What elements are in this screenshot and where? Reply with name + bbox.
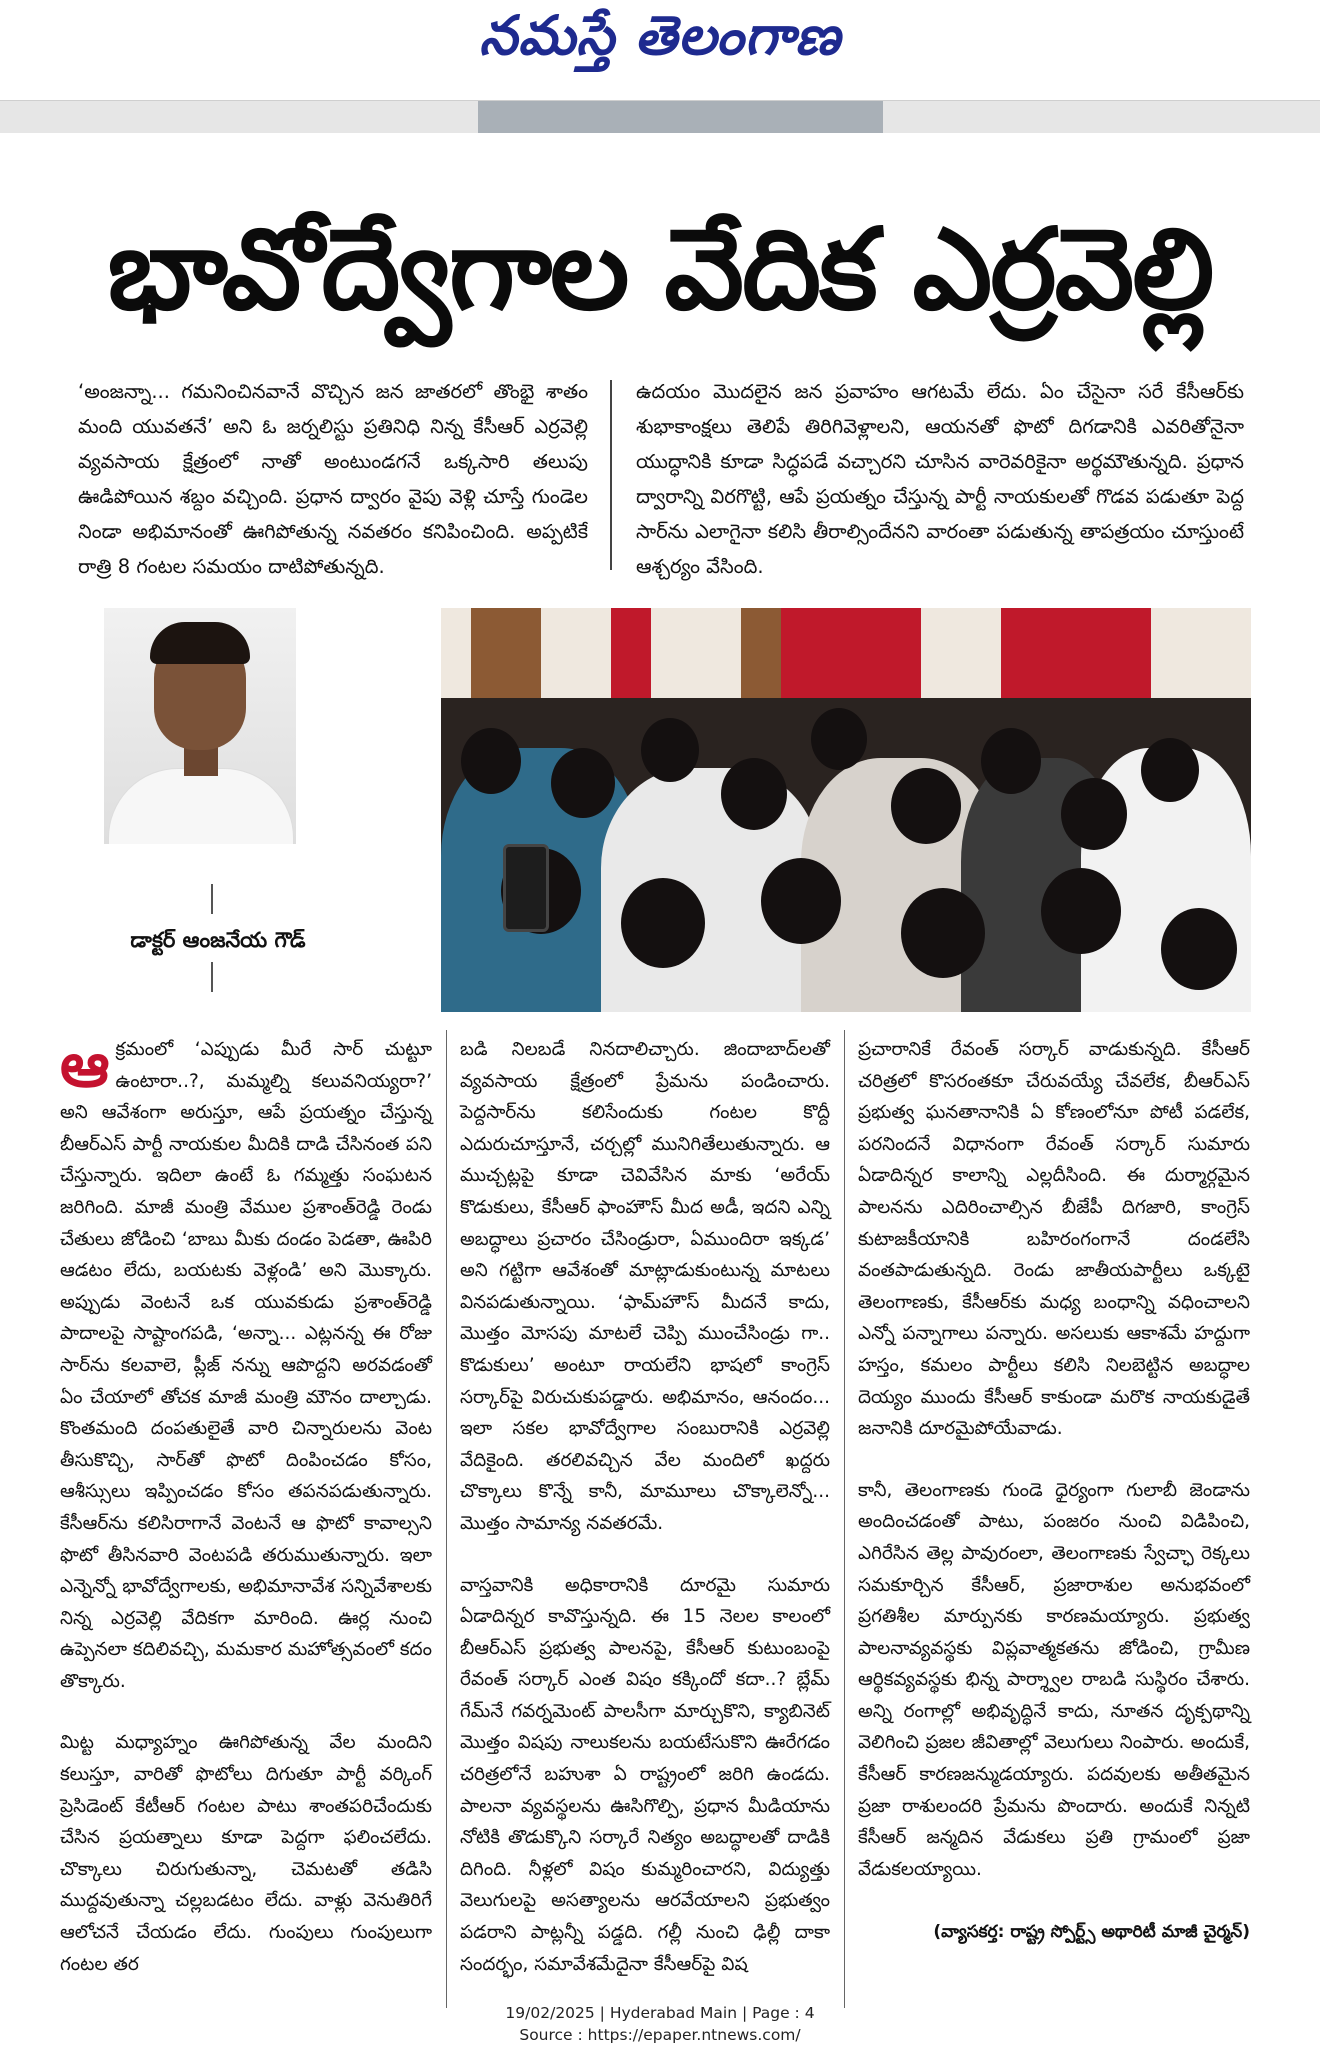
article-column-2 (460, 1034, 830, 1980)
author-name: డాక్టర్ ఆంజనేయ గౌడ్ (130, 928, 306, 952)
col2-paragraph-1: బడి నిలబడే నినదాలిచ్చారు. జిందాబాద్‌లతో వ్యవసాయ క్షేత్రంలో ప్రేమను పండించారు. పెద్దసార్‌ను కలిసేందుకు గంటల కొద్దీ ఎదురుచూస్తూనే, చర్చల్లో మునిగితేలుతున్నారు. ఆ ముచ్చట్లపై కూడా చెవివేసిన మాకు ‘అరేయ్ కొడుకులు, కేసీఆర్ ఫాంహౌస్ మీద అడీ, ఇదని ఎన్ని అబద్ధాలు ప్రచారం చేసిండ్రురా, ఏముందిరా ఇక్కడ’ అని గట్టిగా ఆవేశంతో మాట్లాడుకుంటున్న మాటలు వినపడుతున్నాయి. ‘ఫామ్‌హౌస్ మీదనే కాదు, మొత్తం మోసపు మాటలే చెప్పి ముంచేసిండ్రు గా.. కొడుకులు’ అంటూ రాయలేని భాషలో కాంగ్రెస్ సర్కార్‌పై విరుచుకుపడ్డారు. అభిమానం, ఆనందం... ఇలా సకల భావోద్వేగాల సంబురానికి ఎర్రవెల్లి వేదికైంది. తరలివచ్చిన వేల మందిలో ఖద్దరు చొక్కాలు కొన్నే కానీ, మామూలు చొక్కాలెన్నో... మొత్తం సామాన్య నవతరమే. (460, 1039, 830, 1534)
author-divider-top (211, 884, 213, 914)
event-crowd-photo (441, 608, 1251, 1012)
col1-paragraph-1: క్రమంలో ‘ఎప్పుడు మీరే సార్ చుట్టూ ఉంటారా..?, మమ్మల్ని కలువనియ్యరా?’ అని ఆవేశంగా అరుస్తూ, ఆపే ప్రయత్నం చేస్తున్న బీఆర్‌ఎస్ పార్టీ నాయకుల మీదికి దాడి చేసినంత పని చేస్తున్నారు. ఇదిలా ఉంటే ఓ గమ్మత్తు సంఘటన జరిగింది. మాజీ మంత్రి వేముల ప్రశాంత్‌రెడ్డి రెండు చేతులు జోడించి ‘బాబు మీకు దండం పెడతా, ఊపిరి ఆడటం లేదు, బయటకు వెళ్లండి’ అని మొక్కారు. అప్పుడు వెంటనే ఒక యువకుడు ప్రశాంత్‌రెడ్డి పాదాలపై సాష్టాంగపడి, ‘అన్నా... ఎట్లనన్న ఈ రోజు సార్‌ను కలవాలె, ప్లీజ్ నన్ను ఆపొద్దని అరవడంతో ఏం చేయాలో తోచక మాజీ మంత్రి మౌనం దాల్చాడు. కొంతమంది దంపతులైతే వారి చిన్నారులను వెంట తీసుకొచ్చి, సార్‌తో ఫొటో దింపించడం కోసం, ఆశీస్సులు ఇప్పించడం కోసం తపనపడుతున్నారు. కేసీఆర్‌ను కలిసిరాగానే వెంటనే ఆ ఫొటో కావాల్సని ఫొటో తీసినవారి వెంటపడి తరుముతున్నారు. ఇలా ఎన్నెన్నో భావోద్వేగాలకు, అభిమానావేశ సన్నివేశాలకు నిన్న ఎర్రవెల్లి వేదికగా మారింది. ఊర్ల నుంచి ఉప్పెనలా కదిలివచ్చి, మమకార మహోత్సవంలో కదం తొక్కారు. (60, 1039, 432, 1692)
footer-source-link[interactable]: Source : https://epaper.ntnews.com/ (519, 2026, 801, 2044)
author-divider-bottom (211, 962, 213, 992)
masthead (0, 0, 1320, 100)
masthead-bar (0, 100, 1320, 133)
col1-paragraph-2: మిట్ట మధ్యాహ్నం ఊగిపోతున్న వేల మందిని కలుస్తూ, వారితో ఫొటోలు దిగుతూ పార్టీ వర్కింగ్ ప్రెసిడెంట్ కేటీఆర్ గంటల పాటు శాంతపరిచేందుకు చేసిన ప్రయత్నాలు కూడా పెద్దగా ఫలించలేదు. చొక్కాలు చిరుగుతున్నా, చెమటతో తడిసి ముద్దవుతున్నా చల్లబడటం లేదు. వాళ్లు వెనుతిరిగే ఆలోచనే చేయడం లేదు. గుంపులు గుంపులుగా గంటల తర (60, 1732, 432, 1975)
masthead-bar-tab (478, 101, 883, 133)
intro-text-right: ఉదయం మొదలైన జన ప్రవాహం ఆగటమే లేదు. ఏం చేసైనా సరే కేసీఆర్‌కు శుభాకాంక్షలు తెలిపే తిరిగివెళ్లాలని, ఆయనతో ఫొటో దిగడానికి ఎవరితోనైనా యుద్ధానికి కూడా సిద్ధపడే వచ్చారని చూసిన వారెవరికైనా అర్థమౌతున్నది. ప్రధాన ద్వారాన్ని విరగొట్టి, ఆపే ప్రయత్నం చేస్తున్న పార్టీ నాయకులతో గొడవ పడుతూ పెద్ద సార్‌ను ఎలాగైనా కలిసి తీరాల్సిందేనని వారంతా పడుతున్న తాపత్రయం చూస్తుంటే ఆశ్చర్యం వేసింది. (636, 380, 1244, 578)
intro-text-left: ‘అంజన్నా... గమనించినవానే వొచ్చిన జన జాతరలో తొంభై శాతం మంది యువతనే’ అని ఓ జర్నలిస్టు ప్రతినిధి నిన్న కేసీఆర్ ఎర్రవెల్లి వ్యవసాయ క్షేత్రంలో నాతో అంటుండగనే ఒక్కసారి తలుపు ఊడిపోయిన శబ్దం వచ్చింది. ప్రధాన ద్వారం వైపు వెళ్లి చూస్తే గుండెల నిండా అభిమానంతో ఊగిపోతున్న నవతరం కనిపించింది. అప్పటికే రాత్రి 8 గంటల సమయం దాటిపోతున్నది. (78, 380, 588, 578)
col3-paragraph-2: కానీ, తెలంగాణకు గుండె ధైర్యంగా గులాబీ జెండాను అందించడంతో పాటు, పంజరం నుంచి విడిపించి, ఎగిరేసిన తెల్ల పావురంలా, తెలంగాణకు స్వేచ్ఛా రెక్కలు సమకూర్చిన కేసీఆర్, ప్రజారాశుల అనుభవంలో ప్రగతిశీల మార్పునకు కారణమయ్యారు. ప్రభుత్వ పాలనావ్యవస్థకు విప్లవాత్మకతను జోడించి, గ్రామీణ ఆర్థికవ్యవస్థకు భిన్న పార్శ్వాల రాబడి సుస్థిరం చేశారు. అన్ని రంగాల్లో అభివృద్ధినే కాదు, నూతన దృక్పథాన్ని వెలిగించి ప్రజల జీవితాల్లో వెలుగులు నింపారు. అందుకే, కేసీఆర్ కారణజన్ముడయ్యారు. పదవులకు అతీతమైన ప్రజా రాశులందరి ప్రేమను పొందారు. అందుకే నిన్నటి కేసీఆర్ జన్మదిన వేడుకలు ప్రతి గ్రామంలో ప్రజా వేడుకలయ్యాయి. (858, 1479, 1250, 1880)
col3-paragraph-1: ప్రచారానికే రేవంత్ సర్కార్ వాడుకున్నది. కేసీఆర్ చరిత్రలో కొసరంతకూ చేరువయ్యే చేవలేక, బీఆర్‌ఎస్ ప్రభుత్వ ఘనతానానికి ఏ కోణంలోనూ పోటీ పడలేక, పరనిందనే విధానంగా రేవంత్ సర్కార్ సుమారు ఏడాదిన్నర కాలాన్ని ఎల్లదీసింది. ఈ దుర్మార్గమైన పాలనను ఎదిరించాల్సిన బీజేపీ దిగజారి, కాంగ్రెస్ కుటాజకీయానికి బహిరంగంగానే దండలేసి వంతపాడుతున్నది. రెండు జాతీయపార్టీలు ఒక్కటై తెలంగాణకు, కేసీఆర్‌కు మధ్య బంధాన్ని వధించాలని ఎన్నో పన్నాగాలు పన్నారు. అసలుకు ఆకాశమే హద్దుగా హస్తం, కమలం పార్టీలు కలిసి నిలబెట్టిన అబద్ధాల దెయ్యం ముందు కేసీఆర్ కాకుండా మరొక నాయకుడైతే జనానికి దూరమైపోయేవాడు. (858, 1039, 1250, 1440)
col2-paragraph-2: వాస్తవానికి అధికారానికి దూరమై సుమారు ఏడాదిన్నర కావొస్తున్నది. ఈ 15 నెలల కాలంలో బీఆర్‌ఎస్ ప్రభుత్వ పాలనపై, కేసీఆర్ కుటుంబంపై రేవంత్ సర్కార్ ఎంత విషం కక్కిందో కదా..? బ్లేమ్ గేమ్‌నే గవర్నమెంట్ పాలసీగా మార్చుకొని, క్యాబినెట్ మొత్తం విషపు నాలుకలను బయటేసుకొని ఊరేగడం చరిత్రలోనే బహుశా ఏ రాష్ట్రంలో జరిగి ఉండదు. పాలనా వ్యవస్థలను ఊసిగొల్పి, ప్రధాన మీడియాను నోటికి తొడుక్కొని సర్కారే నిత్యం అబద్ధాలతో దాడికి దిగింది. నీళ్లలో విషం కుమ్మరించారని, విద్యుత్తు వెలుగులపై అసత్యాలను ఆరవేయాలని ప్రభుత్వం పడరాని పాట్లన్నీ పడ్డది. గల్లీ నుంచి ఢిల్లీ దాకా సందర్భం, సమావేశమేదైనా కేసీఆర్‌పై విష (460, 1574, 830, 1975)
intro-divider (610, 380, 612, 570)
article-column-3 (858, 1034, 1250, 1885)
author-credit: (వ్యాసకర్త: రాష్ట్ర స్పోర్ట్స్ అథారిటీ మాజీ చైర్మన్) (933, 1922, 1250, 1942)
column-divider-1 (446, 1030, 447, 2008)
footer-edition-info: 19/02/2025 | Hyderabad Main | Page : 4 (505, 2004, 815, 2022)
drop-cap: ఆ (60, 1028, 110, 1101)
column-divider-2 (844, 1030, 845, 2008)
article-column-1 (60, 1028, 432, 1980)
article-headline: భావోద్వేగాల వేదిక ఎర్రవెల్లి (107, 205, 1213, 335)
author-photo (104, 608, 296, 844)
phone-in-photo (503, 844, 549, 932)
masthead-logo: నమస్తే తెలంగాణ (479, 4, 841, 67)
